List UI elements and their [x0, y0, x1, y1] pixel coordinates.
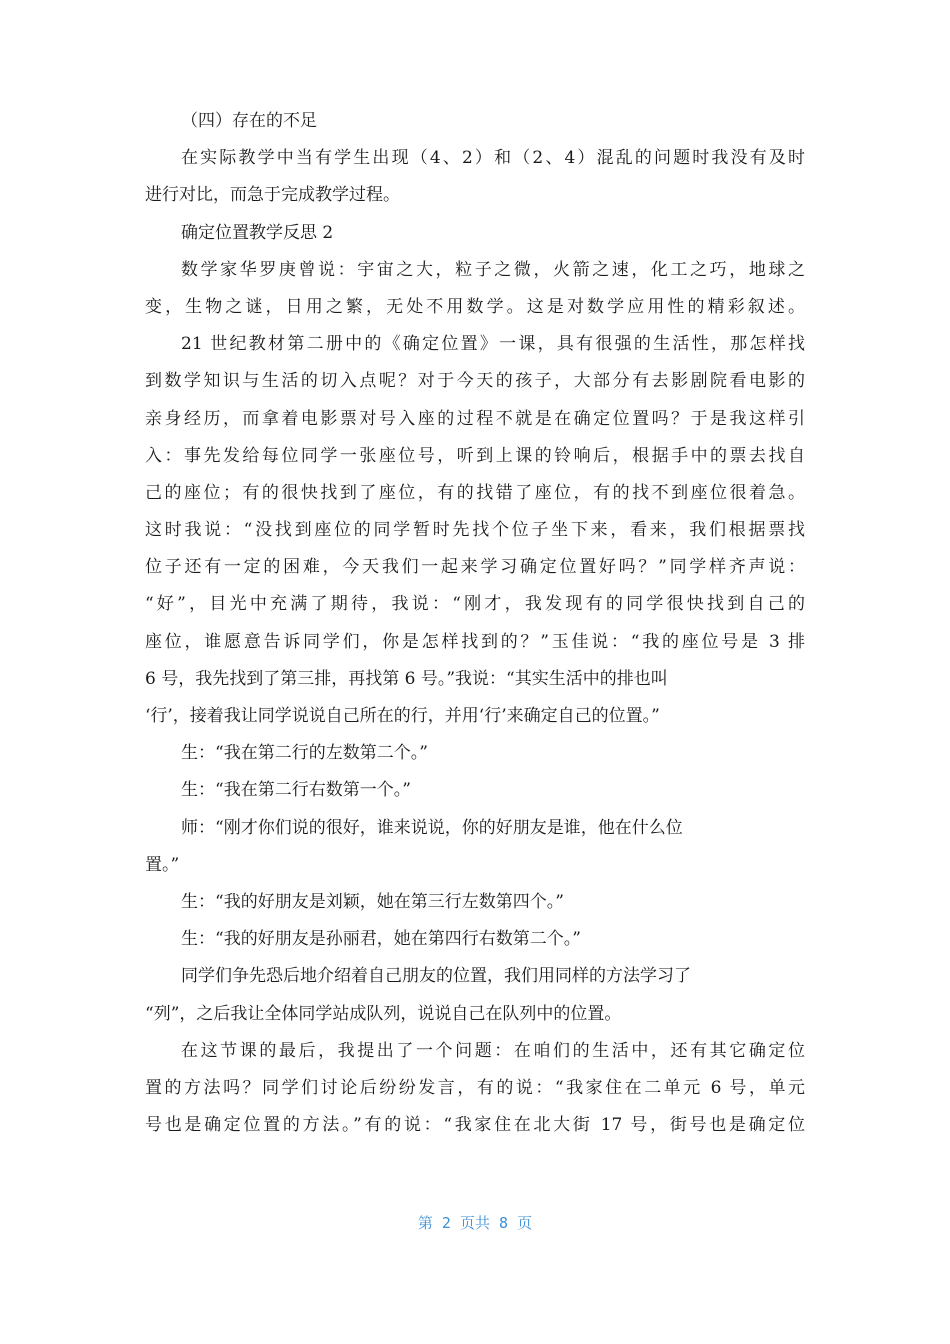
dialogue-line: 置。”	[145, 854, 180, 875]
paragraph-line: 同学们争先恐后地介绍着自己朋友的位置，我们用同样的方法学习了	[181, 966, 691, 987]
page-number: 第 2 页共 8 页	[417, 1214, 533, 1232]
paragraph-line: 己的座位；有的很快找到了座位，有的找错了座位，有的找不到座位很着急。	[145, 482, 805, 503]
paragraph-line: 座位，谁愿意告诉同学们，你是怎样找到的？”玉佳说：“我的座位号是 3 排	[145, 631, 805, 652]
paragraph-line: 21 世纪教材第二册中的《确定位置》一课，具有很强的生活性，那怎样找	[181, 334, 805, 355]
paragraph-line: “列”，之后我让全体同学站成队列，说说自己在队列中的位置。	[145, 1003, 622, 1024]
section-heading: （四）存在的不足	[181, 111, 317, 131]
document-body	[145, 103, 805, 1144]
section-title: 确定位置教学反思 2	[181, 222, 334, 243]
paragraph-line: 数学家华罗庚曾说：宇宙之大，粒子之微，火箭之速，化工之巧，地球之	[181, 259, 805, 280]
paragraph-line: 入：事先发给每位同学一张座位号，听到上课的铃响后，根据手中的票去找自	[145, 445, 805, 466]
paragraph-line: 在实际教学中当有学生出现（4、2）和（2、4）混乱的问题时我没有及时	[181, 148, 805, 169]
paragraph-line: 到数学知识与生活的切入点呢？对于今天的孩子，大部分有去影剧院看电影的	[145, 371, 805, 392]
paragraph-line: 置的方法吗？同学们讨论后纷纷发言，有的说：“我家住在二单元 6 号，单元	[145, 1077, 805, 1098]
paragraph-line: 在这节课的最后，我提出了一个问题：在咱们的生活中，还有其它确定位	[181, 1040, 805, 1061]
dialogue-line: 生：“我的好朋友是刘颖，她在第三行左数第四个。”	[181, 891, 564, 912]
paragraph-line: 变，生物之谜，日用之繁，无处不用数学。这是对数学应用性的精彩叙述。	[145, 296, 805, 317]
paragraph-line: 亲身经历，而拿着电影票对号入座的过程不就是在确定位置吗？于是我这样引	[145, 408, 805, 429]
dialogue-line: 师：“刚才你们说的很好，谁来说说，你的好朋友是谁，他在什么位	[181, 817, 683, 838]
paragraph-line: 号也是确定位置的方法。”有的说：“我家住在北大街 17 号，街号也是确定位	[145, 1115, 805, 1136]
paragraph-line: ‘行’，接着我让同学说说自己所在的行，并用‘行’来确定自己的位置。”	[145, 706, 660, 726]
dialogue-line: 生：“我的好朋友是孙丽君，她在第四行右数第二个。”	[181, 929, 581, 950]
paragraph-line: “好”，目光中充满了期待，我说：“刚才，我发现有的同学很快找到自己的	[145, 594, 805, 615]
paragraph-line: 进行对比，而急于完成教学过程。	[145, 185, 400, 206]
paragraph-line: 位子还有一定的困难，今天我们一起来学习确定位置好吗？”同学样齐声说：	[145, 557, 805, 578]
dialogue-line: 生：“我在第二行的左数第二个。”	[181, 743, 428, 764]
paragraph-line: 6 号，我先找到了第三排，再找第 6 号。”我说：“其实生活中的排也叫	[145, 668, 668, 689]
paragraph-line: 这时我说：“没找到座位的同学暂时先找个位子坐下来，看来，我们根据票找	[145, 520, 805, 541]
dialogue-line: 生：“我在第二行右数第一个。”	[181, 780, 411, 801]
